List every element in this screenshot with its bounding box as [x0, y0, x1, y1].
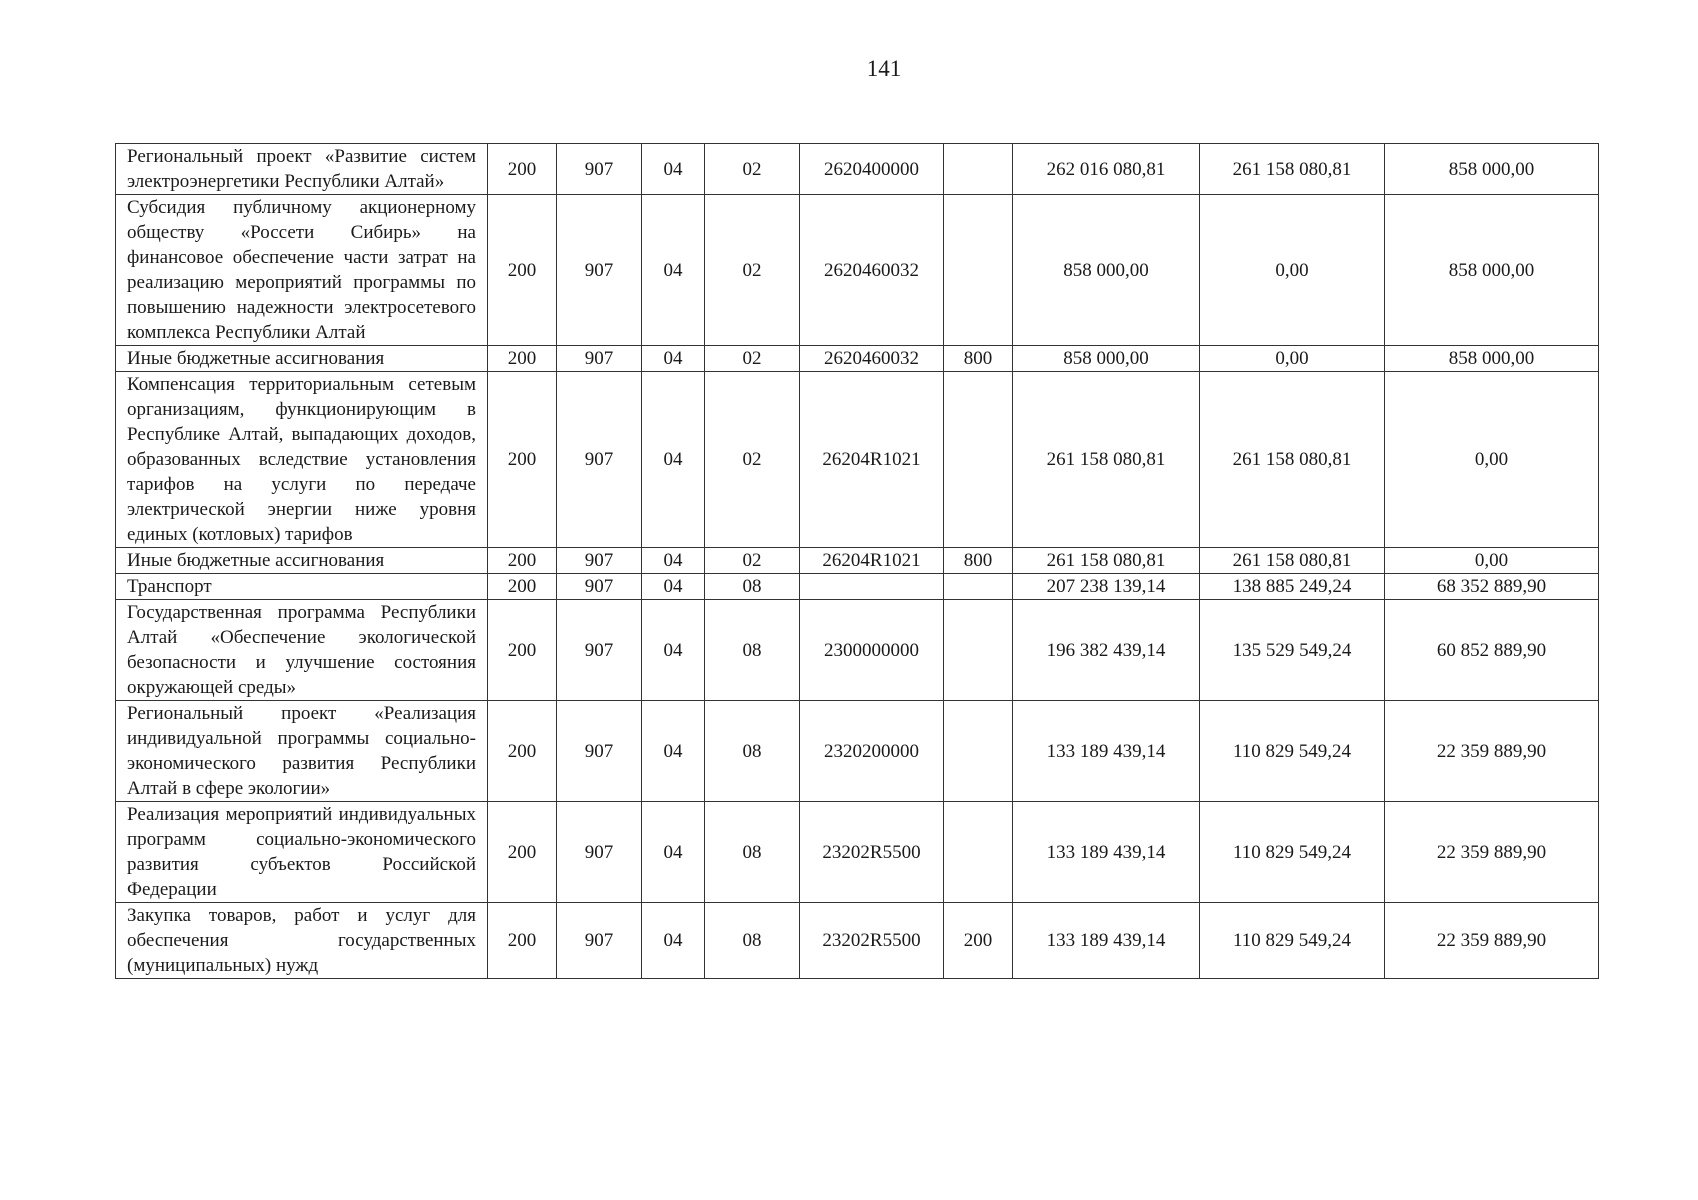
subsection-code-cell: 02: [705, 548, 800, 574]
name-cell: Иные бюджетные ассигнования: [116, 548, 488, 574]
name-cell: Компенсация территориальным сетевым организациям, функционирующим в Республике Алтай, выпадающих доходов, образованных вследствие установления тарифов на услуги по передаче электрической энергии ниже уровня единых (котловых) тарифов: [116, 372, 488, 548]
subsection-code-cell: 08: [705, 574, 800, 600]
section-code-cell: 04: [642, 701, 705, 802]
sum-federal-cell: 261 158 080,81: [1200, 548, 1385, 574]
section-code-cell: 04: [642, 346, 705, 372]
sum-regional-cell: 858 000,00: [1385, 144, 1599, 195]
sum-total-cell: 133 189 439,14: [1013, 903, 1200, 979]
sum-federal-cell: 0,00: [1200, 195, 1385, 346]
admin-code-cell: 200: [488, 903, 557, 979]
target-article-cell: 2620460032: [800, 195, 944, 346]
sum-regional-cell: 858 000,00: [1385, 346, 1599, 372]
subsection-code-cell: 08: [705, 903, 800, 979]
target-article-cell: 2300000000: [800, 600, 944, 701]
sum-federal-cell: 110 829 549,24: [1200, 701, 1385, 802]
sum-federal-cell: 261 158 080,81: [1200, 144, 1385, 195]
section-code-cell: 04: [642, 802, 705, 903]
department-code-cell: 907: [557, 701, 642, 802]
sum-regional-cell: 22 359 889,90: [1385, 802, 1599, 903]
department-code-cell: 907: [557, 195, 642, 346]
department-code-cell: 907: [557, 144, 642, 195]
expense-type-cell: [944, 144, 1013, 195]
expense-type-cell: [944, 195, 1013, 346]
sum-regional-cell: 0,00: [1385, 548, 1599, 574]
sum-total-cell: 133 189 439,14: [1013, 802, 1200, 903]
name-cell: Иные бюджетные ассигнования: [116, 346, 488, 372]
section-code-cell: 04: [642, 574, 705, 600]
sum-total-cell: 133 189 439,14: [1013, 701, 1200, 802]
expense-type-cell: [944, 600, 1013, 701]
section-code-cell: 04: [642, 195, 705, 346]
name-cell: Государственная программа Республики Алтай «Обеспечение экологической безопасности и улучшение состояния окружающей среды»: [116, 600, 488, 701]
section-code-cell: 04: [642, 548, 705, 574]
expense-type-cell: [944, 701, 1013, 802]
table-row: [116, 372, 1599, 548]
table-row: [116, 195, 1599, 346]
subsection-code-cell: 08: [705, 600, 800, 701]
sum-federal-cell: 110 829 549,24: [1200, 903, 1385, 979]
name-cell: Региональный проект «Развитие систем электроэнергетики Республики Алтай»: [116, 144, 488, 195]
sum-total-cell: 207 238 139,14: [1013, 574, 1200, 600]
sum-total-cell: 196 382 439,14: [1013, 600, 1200, 701]
target-article-cell: 26204R1021: [800, 372, 944, 548]
table-row: [116, 346, 1599, 372]
department-code-cell: 907: [557, 802, 642, 903]
sum-total-cell: 858 000,00: [1013, 346, 1200, 372]
admin-code-cell: 200: [488, 548, 557, 574]
sum-regional-cell: 68 352 889,90: [1385, 574, 1599, 600]
sum-total-cell: 261 158 080,81: [1013, 372, 1200, 548]
sum-federal-cell: 261 158 080,81: [1200, 372, 1385, 548]
table-row: [116, 600, 1599, 701]
department-code-cell: 907: [557, 346, 642, 372]
expense-type-cell: [944, 372, 1013, 548]
admin-code-cell: 200: [488, 372, 557, 548]
target-article-cell: 2620400000: [800, 144, 944, 195]
department-code-cell: 907: [557, 574, 642, 600]
sum-regional-cell: 22 359 889,90: [1385, 903, 1599, 979]
section-code-cell: 04: [642, 144, 705, 195]
subsection-code-cell: 02: [705, 372, 800, 548]
sum-total-cell: 261 158 080,81: [1013, 548, 1200, 574]
table-row: [116, 144, 1599, 195]
department-code-cell: 907: [557, 903, 642, 979]
table-row: [116, 903, 1599, 979]
sum-federal-cell: 110 829 549,24: [1200, 802, 1385, 903]
admin-code-cell: 200: [488, 574, 557, 600]
sum-total-cell: 858 000,00: [1013, 195, 1200, 346]
subsection-code-cell: 02: [705, 195, 800, 346]
subsection-code-cell: 08: [705, 701, 800, 802]
table-body: [116, 144, 1599, 979]
admin-code-cell: 200: [488, 195, 557, 346]
sum-regional-cell: 22 359 889,90: [1385, 701, 1599, 802]
target-article-cell: 23202R5500: [800, 903, 944, 979]
section-code-cell: 04: [642, 372, 705, 548]
table-row: [116, 548, 1599, 574]
name-cell: Транспорт: [116, 574, 488, 600]
target-article-cell: [800, 574, 944, 600]
subsection-code-cell: 02: [705, 144, 800, 195]
sum-federal-cell: 0,00: [1200, 346, 1385, 372]
expense-type-cell: [944, 802, 1013, 903]
subsection-code-cell: 08: [705, 802, 800, 903]
sum-federal-cell: 135 529 549,24: [1200, 600, 1385, 701]
expense-type-cell: 800: [944, 548, 1013, 574]
target-article-cell: 23202R5500: [800, 802, 944, 903]
target-article-cell: 26204R1021: [800, 548, 944, 574]
department-code-cell: 907: [557, 548, 642, 574]
admin-code-cell: 200: [488, 346, 557, 372]
expense-type-cell: 200: [944, 903, 1013, 979]
page-number: 141: [866, 56, 902, 81]
admin-code-cell: 200: [488, 600, 557, 701]
name-cell: Закупка товаров, работ и услуг для обеспечения государственных (муниципальных) нужд: [116, 903, 488, 979]
department-code-cell: 907: [557, 600, 642, 701]
department-code-cell: 907: [557, 372, 642, 548]
sum-federal-cell: 138 885 249,24: [1200, 574, 1385, 600]
admin-code-cell: 200: [488, 701, 557, 802]
target-article-cell: 2620460032: [800, 346, 944, 372]
expense-type-cell: 800: [944, 346, 1013, 372]
sum-regional-cell: 60 852 889,90: [1385, 600, 1599, 701]
table-row: [116, 701, 1599, 802]
expense-type-cell: [944, 574, 1013, 600]
sum-regional-cell: 858 000,00: [1385, 195, 1599, 346]
section-code-cell: 04: [642, 903, 705, 979]
table-row: [116, 802, 1599, 903]
sum-total-cell: 262 016 080,81: [1013, 144, 1200, 195]
subsection-code-cell: 02: [705, 346, 800, 372]
name-cell: Субсидия публичному акционерному обществу «Россети Сибирь» на финансовое обеспечение части затрат на реализацию мероприятий программы по повышению надежности электросетевого комплекса Республики Алтай: [116, 195, 488, 346]
table-row: [116, 574, 1599, 600]
budget-table: [115, 143, 1599, 979]
target-article-cell: 2320200000: [800, 701, 944, 802]
admin-code-cell: 200: [488, 802, 557, 903]
sum-regional-cell: 0,00: [1385, 372, 1599, 548]
admin-code-cell: 200: [488, 144, 557, 195]
name-cell: Реализация мероприятий индивидуальных программ социально-экономического развития субъектов Российской Федерации: [116, 802, 488, 903]
name-cell: Региональный проект «Реализация индивидуальной программы социально-экономического развития Республики Алтай в сфере экологии»: [116, 701, 488, 802]
section-code-cell: 04: [642, 600, 705, 701]
